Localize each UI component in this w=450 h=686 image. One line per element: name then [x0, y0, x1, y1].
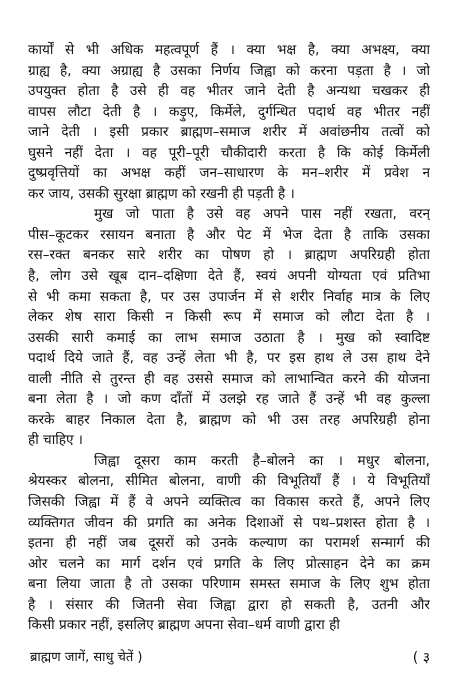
text-line: जाने देती । इसी प्रकार ब्राह्मण–समाज शरीर में अवांछनीय तत्वों को	[28, 124, 430, 141]
paragraph	[28, 451, 430, 636]
text-line: ग्राह्य है, क्या अग्राह्य है उसका निर्णय जिह्वा को करना पड़ता है । जो	[28, 62, 430, 79]
text-line: घुसने नहीं देता । वह पूरी–पूरी चौकीदारी करता है कि कोई किर्मेली	[28, 144, 430, 161]
text-line: रस–रक्त बनकर सारे शरीर का पोषण हो । ब्राह्मण अपरिग्रही होता	[28, 247, 430, 264]
text-line: है, लोग उसे खूब दान–दक्षिणा देते हैं, स्वयं अपनी योग्यता एवं प्रतिभा	[28, 268, 430, 285]
text-line: से भी कमा सकता है, पर उस उपार्जन में से शरीर निर्वाह मात्र के लिए	[28, 288, 430, 305]
text-line: दुष्प्रवृत्तियों का अभक्ष कहीं जन–साधारण के मन–शरीर में प्रवेश न	[28, 165, 430, 182]
text-line: बना लिया जाता है तो उसका परिणाम समस्त समाज के लिए शुभ होता	[28, 576, 430, 593]
text-line: श्रेयस्कर बोलना, सीमित बोलना, वाणी की विभूतियाँ हैं । ये विभूतियाँ	[28, 473, 430, 490]
text-line: कर जाय, उसकी सुरक्षा ब्राह्मण को रखनी ही पड़ती है ।	[28, 185, 295, 202]
text-line: जिसकी जिह्वा में हैं वे अपने व्यक्तित्व का विकास करते हैं, अपने लिए	[28, 494, 430, 511]
page-footer	[28, 647, 430, 669]
text-line: बना लेता है । जो कण दाँतों में उलझे रह जाते हैं उन्हें भी वह कुल्ला	[28, 391, 430, 408]
text-line: ओर चलने का मार्ग दर्शन एवं प्रगति के लिए प्रोत्साहन देने का क्रम	[28, 555, 430, 572]
footer-book-title: ब्राह्मण जागें, साधु चेतें )	[30, 650, 143, 665]
text-line: है । संसार की जितनी सेवा जिह्वा द्वारा हो सकती है, उतनी और	[28, 596, 430, 613]
text-line: उपयुक्त होता है उसे ही वह भीतर जाने देती है अन्यथा चखकर ही	[28, 83, 430, 100]
text-line: करके बाहर निकाल देता है, ब्राह्मण को भी उस तरह अपरिग्रही होना	[28, 411, 430, 428]
text-line: किसी प्रकार नहीं, इसलिए ब्राह्मण अपना सेवा–धर्म वाणी द्वारा ही	[28, 617, 340, 634]
text-line: वापस लौटा देती है । कड़ुए, किर्मेले, दुर्गन्धित पदार्थ वह भीतर नहीं	[28, 103, 430, 120]
text-line: पदार्थ दिये जाते हैं, वह उन्हें लेता भी है, पर इस हाथ ले उस हाथ देने	[28, 350, 430, 367]
text-line: मुख जो पाता है उसे वह अपने पास नहीं रखता, वरन्	[94, 206, 430, 223]
paragraph	[28, 40, 430, 204]
text-line: पीस–कूटकर रसायन बनाता है और पेट में भेज देता है ताकि उसका	[28, 226, 430, 243]
footer-page-number: ( ३	[412, 650, 430, 666]
text-line: कार्यों से भी अधिक महत्वपूर्ण हैं । क्या भक्ष है, क्या अभक्ष्य, क्या	[28, 42, 430, 58]
text-line: ही चाहिए ।	[28, 432, 83, 449]
body-text	[28, 40, 430, 636]
text-line: जिह्वा दूसरा काम करती है–बोलने का । मधुर बोलना,	[94, 452, 430, 469]
text-line: उसकी सारी कमाई का लाभ समाज उठाता है । मुख को स्वादिष्ट	[28, 329, 430, 346]
text-line: वाली नीति से तुरन्त ही वह उससे समाज को लाभान्वित करने की योजना	[28, 370, 430, 387]
text-line: व्यक्तिगत जीवन की प्रगति का अनेक दिशाओं से पथ–प्रशस्त होता है ।	[28, 514, 430, 531]
text-line: इतना ही नहीं जब दूसरों को उनके कल्याण का परामर्श सन्मार्ग की	[28, 535, 430, 552]
paragraph	[28, 204, 430, 451]
text-line: लेकर शेष सारा किसी न किसी रूप में समाज को लौटा देता है ।	[28, 309, 430, 326]
